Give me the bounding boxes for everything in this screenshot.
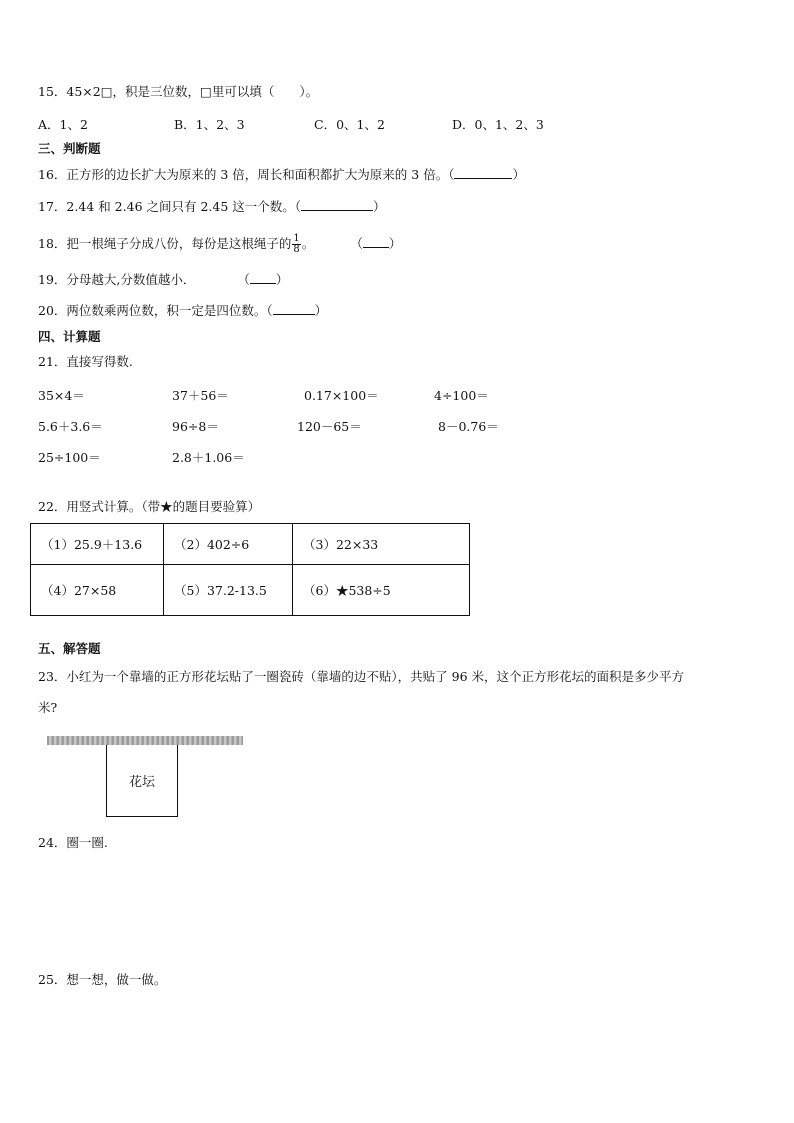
question-18-suffix: 。	[301, 236, 315, 251]
question-20	[38, 303, 327, 319]
mental-calc-item: 8－0.76＝	[438, 419, 499, 434]
q15-option-b: B．1、2、3	[174, 117, 245, 132]
question-18	[38, 232, 401, 256]
question-24: 24．圈一圈.	[38, 835, 108, 850]
question-18-close: ）	[388, 236, 402, 251]
question-17-close: ）	[373, 199, 386, 214]
mental-calc-item: 0.17×100＝	[304, 388, 379, 403]
table-cell: （3）22×33	[293, 524, 470, 565]
mental-calc-item: 4÷100＝	[434, 388, 489, 403]
question-23-line-1: 23．小红为一个靠墙的正方形花坛贴了一圈瓷砖（靠墙的边不贴），共贴了 96 米，这个正方形花坛的面积是多少平方	[38, 669, 685, 684]
question-16-text: 16．正方形的边长扩大为原来的 3 倍，周长和面积都扩大为原来的 3 倍。（	[38, 167, 455, 182]
answer-blank	[301, 199, 373, 211]
table-cell: （2）402÷6	[164, 524, 293, 565]
mental-calc-item: 2.8＋1.06＝	[172, 450, 245, 465]
fraction-denominator: 8	[293, 244, 300, 255]
answer-blank	[454, 167, 512, 179]
table-cell: （6）★538÷5	[293, 565, 470, 616]
mental-calc-item: 96÷8＝	[172, 419, 219, 434]
answer-blank	[273, 303, 315, 315]
mental-calc-item: 25÷100＝	[38, 450, 101, 465]
question-17	[38, 199, 386, 215]
q15-option-d: D．0、1、2、3	[452, 117, 544, 132]
table-cell: （1）25.9＋13.6	[31, 524, 164, 565]
table-row	[31, 524, 470, 565]
section-heading-word-problems: 五、解答题	[38, 641, 101, 656]
mental-calc-item: 120－65＝	[297, 419, 362, 434]
vertical-calc-table	[30, 523, 470, 616]
question-20-text: 20．两位数乘两位数，积一定是四位数。（	[38, 303, 273, 318]
question-23-line-2: 米?	[38, 700, 58, 715]
question-16	[38, 167, 525, 183]
mental-calc-item: 5.6＋3.6＝	[38, 419, 103, 434]
q15-option-c: C．0、1、2	[314, 117, 385, 132]
section-heading-calculation: 四、计算题	[38, 329, 101, 344]
table-row	[31, 565, 470, 616]
q15-option-a: A．1、2	[38, 117, 88, 132]
answer-blank	[250, 272, 276, 284]
question-22-title: 22．用竖式计算。（带★的题目要验算）	[38, 499, 261, 514]
fraction-one-eighth	[292, 234, 300, 255]
question-18-text: 18．把一根绳子分成八份，每份是这根绳子的	[38, 236, 292, 251]
mental-calc-item: 35×4＝	[38, 388, 85, 403]
question-19-text: 19．分母越大,分数值越小．	[38, 272, 196, 287]
flower-bed-label: 花坛	[128, 775, 155, 790]
mental-calc-item: 37＋56＝	[172, 388, 229, 403]
question-19	[38, 272, 288, 288]
section-heading-judgement: 三、判断题	[38, 141, 101, 156]
question-21-title: 21．直接写得数.	[38, 354, 133, 369]
question-17-text: 17．2.44 和 2.46 之间只有 2.45 这一个数。（	[38, 199, 302, 214]
wall-illustration	[47, 736, 243, 745]
question-16-close: ）	[512, 167, 525, 182]
table-cell: （4）27×58	[31, 565, 164, 616]
flower-bed-square	[106, 745, 178, 817]
question-19-open: （	[237, 272, 250, 287]
question-18-open: （	[350, 236, 363, 251]
question-20-close: ）	[314, 303, 328, 318]
question-19-close: ）	[275, 272, 289, 287]
answer-blank	[363, 236, 389, 248]
fraction-numerator: 1	[293, 233, 300, 244]
table-cell: （5）37.2-13.5	[164, 565, 293, 616]
question-25: 25．想一想，做一做。	[38, 972, 167, 987]
question-15: 15．45×2□，积是三位数，□里可以填（ ）。	[38, 84, 319, 99]
